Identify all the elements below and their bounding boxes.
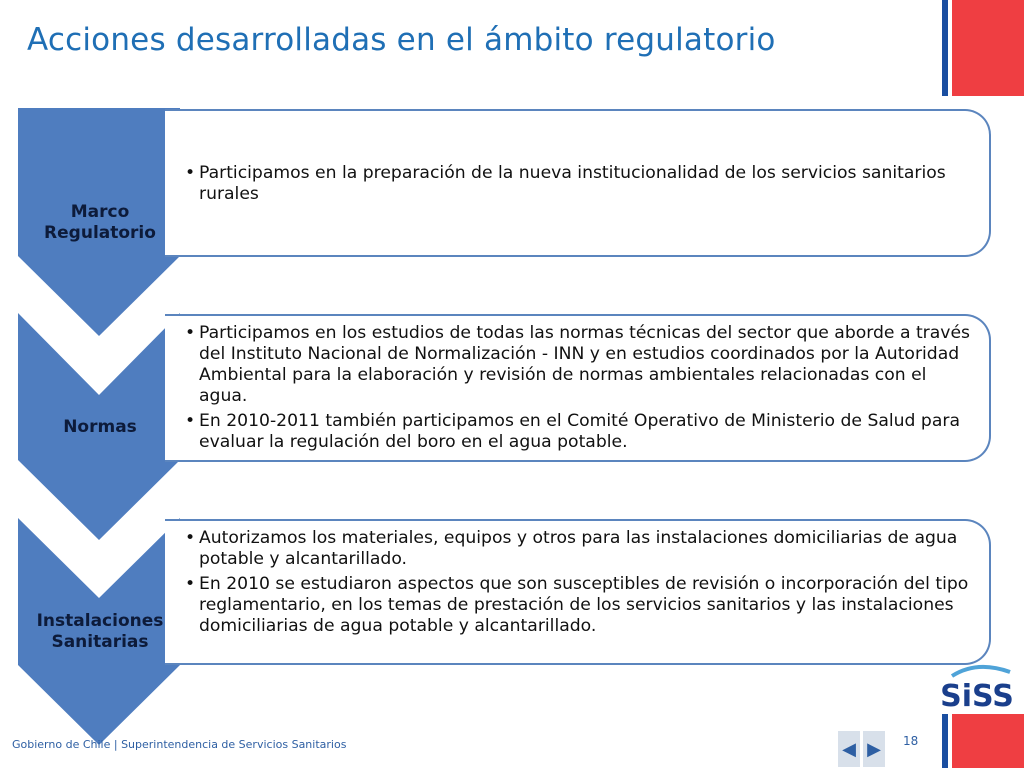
footer-text: Gobierno de Chile | Superintendencia de Servicios Sanitarios (12, 738, 347, 751)
bullet-item: • En 2010-2011 también participamos en el Comité Operativo de Ministerio de Salud para evaluar la regulación del boro en el agua potable. (185, 411, 979, 453)
label-marco-regulatorio: Marco Regulatorio (44, 202, 156, 243)
next-slide-button[interactable] (863, 731, 885, 767)
content-box-marco-regulatorio (165, 109, 991, 257)
arrow-left-icon: ◀ (842, 738, 856, 760)
siss-logo (932, 662, 1022, 714)
svg-text:SiSS: SiSS (940, 679, 1014, 714)
page-number: 18 (903, 734, 919, 748)
bullet-item: • En 2010 se estudiaron aspectos que son susceptibles de revisión o incorporación del tipo reglamentario, en los temas de prestación de los servicios sanitarios y las instalaciones domiciliarias de agua potable y alcantarillado. (185, 574, 969, 637)
slide-title: Acciones desarrolladas en el ámbito regulatorio (27, 22, 776, 58)
bullet-item: • Participamos en los estudios de todas las normas técnicas del sector que aborde a través del Instituto Nacional de Normalización - INN y en estudios coordinados por la Autoridad Ambiental para la elaboración y revisión de normas ambientales relacionadas con el agua. (185, 323, 979, 407)
bullet-item: • Autorizamos los materiales, equipos y otros para las instalaciones domiciliarias de agua potable y alcantarillado. (185, 528, 969, 570)
label-instalaciones-sanitarias: Instalaciones Sanitarias (36, 611, 164, 652)
content-box-normas (165, 314, 991, 462)
label-normas: Normas (63, 417, 137, 437)
prev-slide-button[interactable] (838, 731, 860, 767)
arrow-right-icon: ▶ (867, 738, 881, 760)
bullet-item: • Participamos en la preparación de la nueva institucionalidad de los servicios sanitarios rurales (185, 163, 969, 205)
content-box-instalaciones-sanitarias (165, 519, 991, 665)
